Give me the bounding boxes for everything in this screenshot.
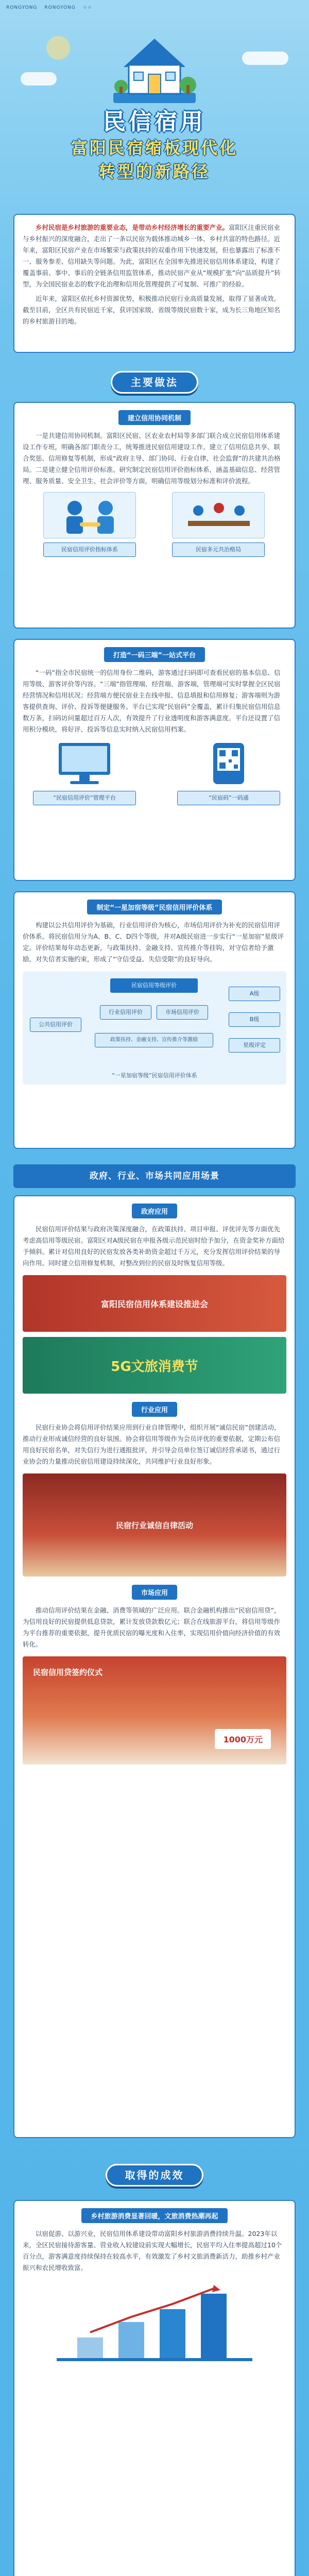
intro-text-b: 富阳区注重民宿业与乡村振兴的深度融合，	[23, 224, 281, 243]
result-title-1: 乡村旅游消费显著回暖，文旅消费热潮再起	[81, 2208, 227, 2223]
application-card	[13, 1195, 296, 2138]
diagram-center-top: 民宿信用等级评价	[110, 978, 198, 993]
illustration-panel-left	[43, 492, 136, 538]
intro-paragraph-2: 近年来，富阳区依托乡村资源优势，积极推动民宿行业高质量发展，取得了显著成效。截至目前，全区共有民宿近千家，获评国家级、省级等级民宿数十家，成为长三角地区知名的乡村旅游目的地。	[23, 295, 281, 325]
loan-amount-board: 1000万元	[215, 1729, 271, 1749]
practice-block-1	[13, 402, 296, 629]
result-block-1	[13, 2200, 296, 2576]
intro-highlight: 乡村民宿是乡村旅游的重要业态，是带动乡村经济增长的重要产业。	[36, 224, 229, 231]
loan-photo-caption: 民宿信用贷签约仪式	[33, 1668, 103, 1677]
result-paragraph-1: 以宿促游、以游兴业，民宿信用体系建设带动富阳乡村旅游消费持续升温。2023年以来，全区民宿接待游客量、营业收入较建设前实现大幅增长，民宿平均入住率提高超过10个百分点，游客满意度持续保持在较高水平，有效激发了乡村文旅消费新活力，助推乡村产业振兴和农民增收致富。	[23, 2230, 282, 2272]
sub-head-market: 市场应用	[132, 1585, 177, 1600]
industry-paragraph: 民宿行业协会将信用评价结果应用到行业自律管理中，组织开展“诚信民宿”创建活动，推动行业形成诚信经营的良好氛围。协会将信用等级作为会员评优的重要依据，定期公布信用良好民宿名单，对失信行为进行通报批评，并引导会员单位签订诚信经营承诺书，通过行业协会的力量推动民宿信用建设持续深化，共同维护行业良好形象。	[23, 1423, 281, 1465]
diagram-incentives: 政策扶持、金融支持、宣传推介等激励	[95, 1033, 213, 1047]
sub-head-industry: 行业应用	[132, 1402, 177, 1417]
hero-title: 民信宿用	[103, 109, 206, 135]
topbar-right: ☆☆	[82, 5, 92, 10]
diagram-level-a: A级	[229, 987, 280, 1001]
diagram-level-b: B级	[229, 1012, 280, 1027]
house-icon	[111, 31, 198, 108]
diagram-market-rating: 市场信用评价	[157, 1005, 208, 1020]
sub-head-government: 政府应用	[132, 1204, 177, 1218]
chip-co-governance: 民宿多元共治格局	[172, 543, 265, 557]
cloud-decoration	[21, 72, 57, 86]
intro-paragraph	[23, 222, 286, 290]
practice-block-2	[13, 639, 296, 881]
computer-platform-icon	[54, 740, 115, 787]
government-paragraph: 民宿信用评价结果与政府决策深度融合，在政策扶持、项目申报、评优评先等方面优先考虑高信用等级民宿。富阳区对A级民宿在申报各级示范民宿时给予加分，在资金奖补方面给予倾斜。累计对信用良好的民宿发放各类补助资金超过千万元，充分发挥信用评价结果的导向作用。同时建立信用修复机制，对整改到位的民宿及时恢复信用等级。	[23, 1225, 285, 1267]
festival-banner-photo	[23, 1337, 286, 1394]
practice-paragraph-2: “一码”指全市民宿统一的信用身份二维码，游客通过扫码即可查看民宿的基本信息、信用等级、游客评价等内容。“三端”指管理端、经营端、游客端，管理端可实时掌握全区民宿经营情况和信用状况；经营端方便民宿业主在线申报、信息填报和信用修复；游客端则为游客提供查询、评价、投诉等便捷服务。平台已实现“民宿码”全覆盖，累计归集民宿信用信息数万条，扫码访问量超过百万人次，有效提升了行业透明度和游客满意度。平台还设置了信用积分模块，将好评、投诉等信息实时纳入民宿信用档案。	[23, 669, 281, 733]
topbar-mid: RONGYONG	[44, 5, 76, 10]
diagram-star-rating: 星级评定	[229, 1038, 280, 1053]
rating-system-diagram	[23, 971, 286, 1084]
hero-subtitle-line2: 转型的新路径	[98, 162, 210, 181]
people-handshake-icon	[44, 493, 136, 539]
loan-signing-photo	[23, 1656, 286, 1765]
chip-credit-index: 民宿信用评价指标体系	[43, 543, 136, 557]
cloud-decoration	[242, 52, 288, 65]
practice-illustration-1	[23, 492, 286, 559]
practice-tag-3: 制定“一星加宿等级”民宿信用评价体系	[87, 900, 221, 914]
qr-code-icon	[198, 740, 260, 787]
meeting-photo-caption: 富阳民宿信用体系建设推进会	[100, 1299, 208, 1309]
diagram-industry-rating: 行业信用评价	[100, 1005, 151, 1020]
section-main-practices-pill: 主要做法	[111, 371, 198, 394]
practice-paragraph-3: 构建以公共信用评价为基础，行业信用评价为核心，市场信用评价为补充的民宿信用评价体系。将民宿信用分为A、B、C、D四个等级，并对A级民宿进一步实行“一星加宿”星级评定。评价结果每年动态更新，与政策扶持、金融支持、宣传推介等挂钩，对守信者给予激励，对失信者实施约束，形成了“守信受益、失信受限”的良好导向。	[23, 921, 284, 963]
top-bar	[0, 0, 309, 15]
intro-text-c: 走出了一条以民宿为载体推动城乡一体、乡村共富的特色路径。近年来，富阳区民宿产业在市场繁荣与政策扶持的双重作用下快速发展，但也暴露出了标准不一、服务参差、信用缺失等问题。为此，富阳区在全国率先推进民宿信用体系建设，构建了覆盖事前、事中、事后的全链条信用监管体系，推动民宿产业从“规模扩张”向“品质提升”转型，为全国民宿业态的数字化治理和信用化管理提供了可复制、可推广的经验。	[23, 235, 281, 288]
diagram-public-rating: 公共信用评价	[30, 1018, 81, 1032]
application-section-title: 政府、行业、市场共同应用场景	[13, 1164, 296, 1188]
practice-block-3	[13, 891, 296, 1149]
chip-stay-code: “民宿码”一码通	[177, 791, 280, 805]
practice-tag-1: 建立信用协同机制	[118, 410, 191, 425]
market-paragraph: 推动信用评价结果在金融、消费等领域的广泛应用。联合金融机构推出“民宿信用贷”，为信用良好的民宿提供低息贷款，累计发放贷款数亿元；联合在线旅游平台，将信用等级作为平台推荐的重要依据，提升优质民宿的曝光度和入住率，实现信用价值向经济价值的有效转化。	[23, 1606, 281, 1648]
practice-tag-2: 打造“一码三端”一站式平台	[104, 647, 205, 662]
practice-paragraph-1: 一是共建信用协同机制。富阳区民宿、区农业农村局等多部门联合成立民宿信用体系建设工作专班，明确各部门职责分工，统筹推进民宿信用建设工作。建立了信用信息共享、联合奖惩、信用修复等机制，形成“政府主导、部门协同、行业自律、社会监督”的共建共治格局。二是建立健全信用评价标准。研究制定民宿信用评价指标体系，涵盖基础信息、经营管理、服务质量、安全卫生、社会评价等方面，明确信用等级划分标准和评价流程。	[23, 432, 281, 485]
hero-subtitle-line1: 富阳民宿缩板现代化	[71, 138, 238, 158]
meeting-photo	[23, 1275, 286, 1332]
industry-event-photo	[23, 1473, 286, 1577]
group-meeting-icon	[173, 493, 265, 539]
intro-card	[13, 214, 296, 353]
illustration-panel-right	[172, 492, 265, 538]
section-results-pill: 取得的成效	[106, 2164, 203, 2187]
chip-management-platform: “民宿信用评价”管理平台	[33, 791, 136, 805]
festival-banner-caption: 5G文旅消费节	[111, 1359, 198, 1375]
hero-banner	[0, 15, 309, 206]
industry-photo-caption: 民宿行业诚信自律活动	[115, 1520, 193, 1530]
practice-illustration-2	[23, 740, 286, 807]
topbar-left: RONGYONG	[6, 5, 38, 10]
sun-decoration	[46, 36, 70, 60]
diagram-caption: “一星加宿等级”民宿信用评价体系	[112, 1072, 197, 1079]
tourism-growth-icon	[46, 2281, 263, 2384]
